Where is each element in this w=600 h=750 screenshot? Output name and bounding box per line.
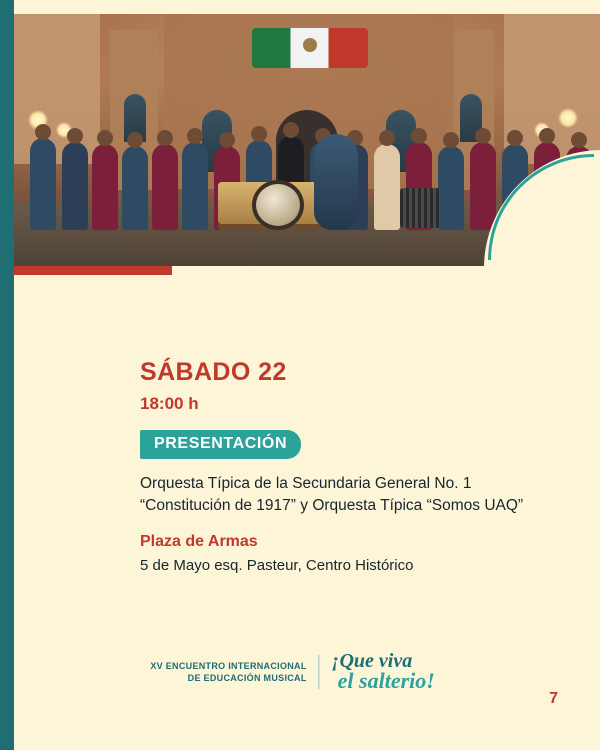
musician [152,144,178,230]
encuentro-line-1: XV ENCUENTRO INTERNACIONAL [150,660,307,671]
brand-line-1: ¡Que viva [331,650,413,672]
mexican-flag-banner [252,28,368,68]
event-venue: Plaza de Armas [140,533,258,550]
encuentro-logo-text [150,660,306,684]
footer-divider [319,655,320,689]
event-day: SÁBADO 22 [140,358,287,386]
musician [92,144,118,230]
event-category-badge: PRESENTACIÓN [140,430,301,459]
page-footer [0,650,600,710]
musician [470,142,496,230]
musician [122,146,148,230]
footer-logos [150,650,449,694]
que-viva-el-salterio-logo [332,650,450,694]
page-number: 7 [549,690,558,707]
event-details [140,358,540,574]
drum-instrument [252,180,304,230]
event-ensemble [140,473,540,517]
header-photo [14,14,600,266]
brand-line-2: el salterio! [337,668,435,693]
musician [30,138,56,230]
event-address: 5 de Mayo esq. Pasteur, Centro Histórico [140,557,414,574]
encuentro-line-2: DE EDUCACIÓN MUSICAL [187,673,307,683]
musician [374,144,400,230]
event-time: 18:00 h [140,394,199,413]
ensemble-line-2: “Constitución de 1917” y Orquesta Típica “Somos UAQ” [140,497,524,514]
accordion-instrument [400,188,440,228]
musician [182,142,208,230]
double-bass-instrument [314,134,358,230]
musician [438,146,464,230]
red-accent-bar [14,266,172,275]
left-accent-rail [0,0,14,750]
ensemble-line-1: Orquesta Típica de la Secundaria General No. 1 [140,475,472,492]
musician [62,142,88,230]
